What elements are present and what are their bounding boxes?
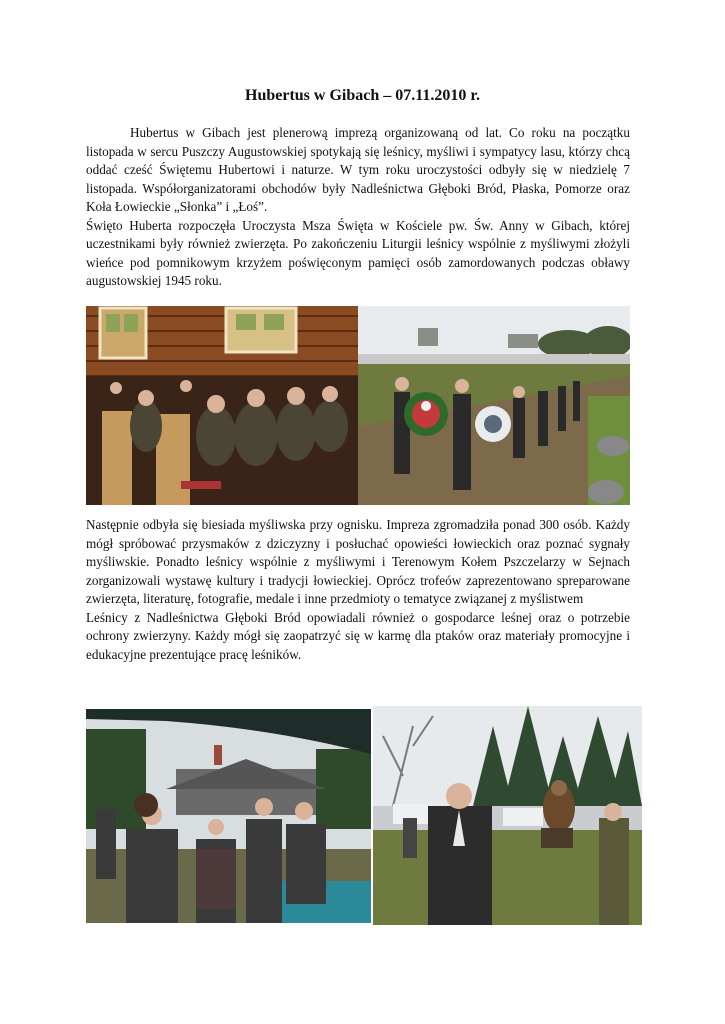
paragraph-foresters-text: Leśnicy z Nadleśnictwa Głęboki Bród opowiadali również o gospodarce leśnej oraz o potrzebie ochrony zwierzyny. Każdy mógł się zaopatrzyć się w karmę dla ptaków oraz materiały promocyjne i edukacyjne prezentujące pracę leśników. (86, 609, 630, 662)
paragraph-feast (86, 516, 630, 664)
document-title: Hubertus w Gibach – 07.11.2010 r. (245, 87, 480, 104)
photo-falconer (373, 706, 642, 925)
paragraph-intro-text: Hubertus w Gibach jest plenerową imprezą organizowaną od lat. Co roku na początku listopada w sercu Puszczy Augustowskiej spotykają się leśnicy, myśliwi i sympatycy lasu, którzy chcą oddać cześć Świętemu Hubertowi i naturze. W tym roku uroczystości odbyły się w niedzielę 7 listopada. Współorganizatorami obchodów były Nadleśnictwa Głęboki Bród, Płaska, Pomorze oraz Koła Łowieckie „Słonka” i „Łoś”. (86, 125, 630, 214)
paragraph-mass-text: Święto Huberta rozpoczęła Uroczysta Msza Święta w Kościele pw. Św. Anny w Gibach, której uczestnikami były również zwierzęta. Po zakończeniu Liturgii leśnicy wspólnie z myśliwymi złożyli wieńce pod pomnikowym krzyżem poświęconym pamięci osób zamordowanych podczas obławy augustowskiej 1945 roku. (86, 217, 630, 288)
photo-exhibition-tent (86, 709, 371, 923)
paragraph-intro (86, 124, 630, 291)
paragraph-feast-text: Następnie odbyła się biesiada myśliwska przy ognisku. Impreza zgromadziła ponad 300 osób. Każdy mógł spróbować przysmaków z dziczyzny i posłuchać opowieści łowieckich oraz poznać sygnały myśliwskie. Ponadto leśnicy wspólnie z myśliwymi i Terenowym Kołem Pszczelarzy w Sejnach zorganizowali wystawę kultury i tradycji łowieckiej. Oprócz trofeów zaprezentowano spreparowane zwierzęta, literaturę, fotografie, medale i inne przedmioty o tematyce związanej z myślistwem (86, 517, 630, 606)
photo-wreath-procession (358, 306, 630, 505)
photo-church-interior (86, 306, 358, 505)
